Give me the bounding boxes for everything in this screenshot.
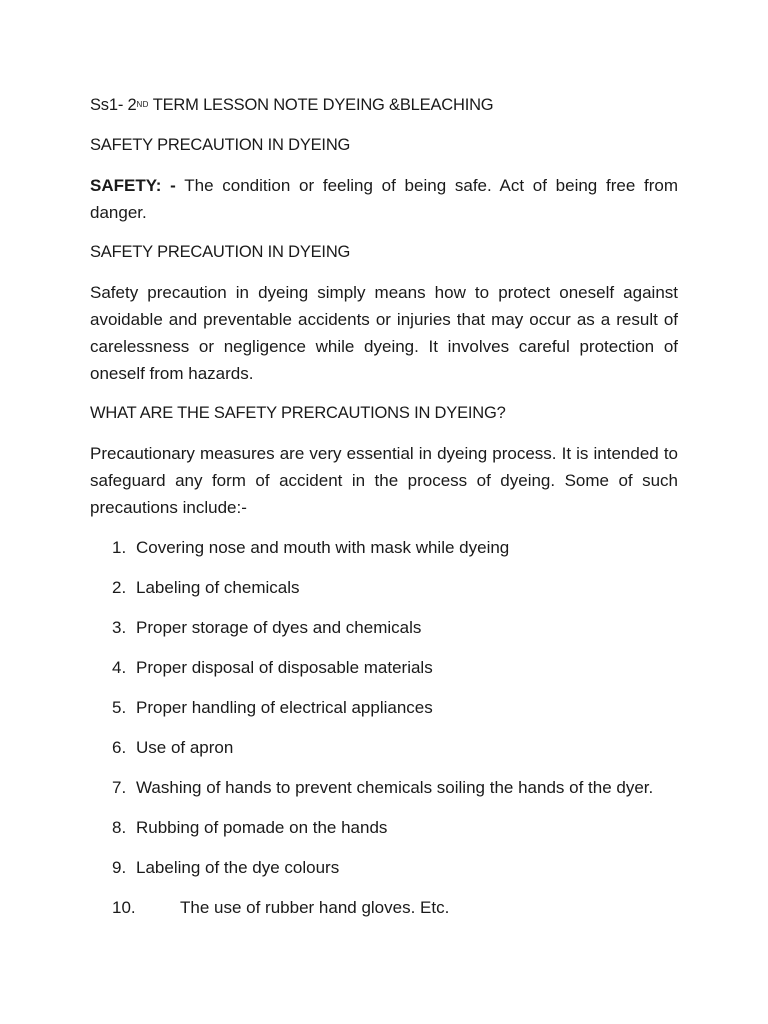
list-item: 3. Proper storage of dyes and chemicals: [112, 618, 422, 637]
safety-definition-paragraph: [90, 172, 678, 226]
section-heading-question: WHAT ARE THE SAFETY PRERCAUTIONS IN DYEING?: [90, 404, 506, 422]
safety-term: SAFETY: -: [90, 176, 176, 195]
title-superscript: ND: [136, 100, 149, 109]
list-item: 8. Rubbing of pomade on the hands: [112, 818, 388, 837]
document-title: [90, 92, 493, 119]
title-prefix: Ss1- 2: [90, 96, 137, 114]
section-heading-precaution-2: SAFETY PRECAUTION IN DYEING: [90, 243, 351, 261]
list-item: 5. Proper handling of electrical appliances: [112, 698, 433, 717]
list-item: 4. Proper disposal of disposable materials: [112, 658, 433, 677]
list-item: 6. Use of apron: [112, 738, 234, 757]
precaution-paragraph: Safety precaution in dyeing simply means how to protect oneself against avoidable and preventable accidents or injuries that may occur as a result of carelessness or negligence while dyeing. It involves careful protection of oneself from hazards.: [90, 283, 678, 383]
measures-paragraph: Precautionary measures are very essential in dyeing process. It is intended to safeguard any form of accident in the process of dyeing. Some of such precautions include:-: [90, 444, 678, 517]
list-item: 1. Covering nose and mouth with mask while dyeing: [112, 538, 510, 557]
list-item: 7. Washing of hands to prevent chemicals soiling the hands of the dyer.: [112, 778, 654, 797]
list-item: 2. Labeling of chemicals: [112, 578, 300, 597]
section-heading-precaution: SAFETY PRECAUTION IN DYEING: [90, 136, 351, 154]
list-item: 10. The use of rubber hand gloves. Etc.: [112, 898, 450, 917]
safety-definition: The condition or feeling of being safe. Act of being free from danger.: [90, 176, 678, 222]
list-item: 9. Labeling of the dye colours: [112, 858, 340, 877]
title-rest: TERM LESSON NOTE DYEING &BLEACHING: [148, 96, 494, 114]
